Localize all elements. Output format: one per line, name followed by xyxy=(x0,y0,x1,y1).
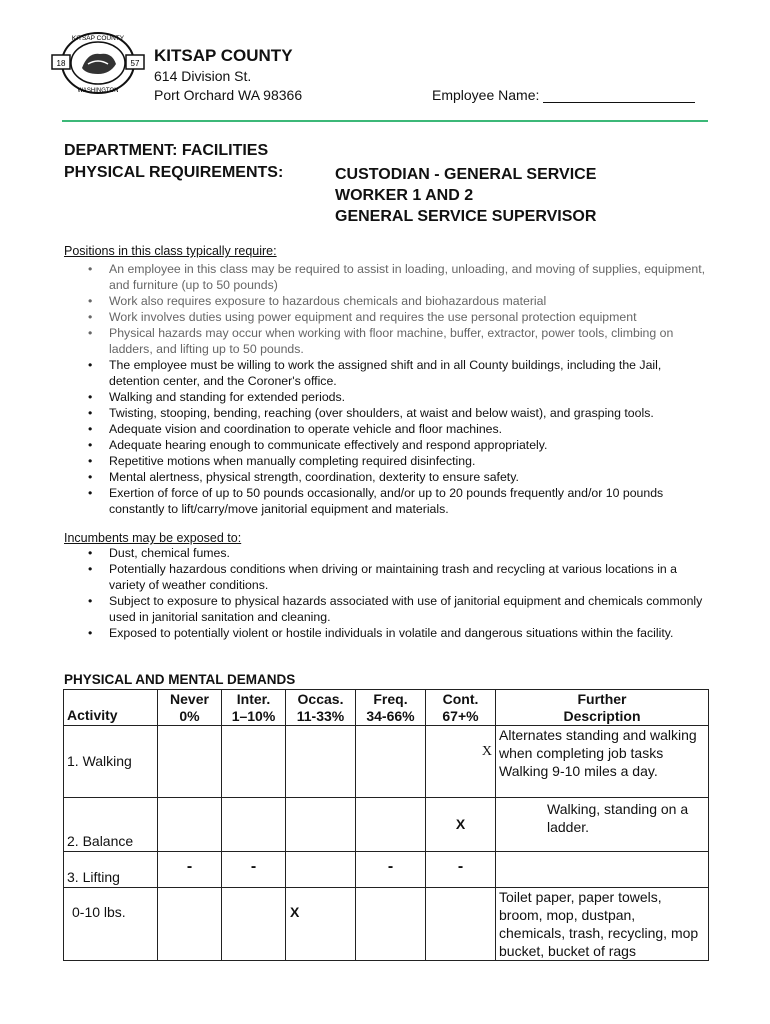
list-item: • Exposed to potentially violent or hostile individuals in volatile and dangerous situations within the facility. xyxy=(64,625,712,641)
freq-cell xyxy=(356,888,426,961)
column-header-inter: Inter. 1–10% xyxy=(222,690,286,726)
activity-cell: 2. Balance xyxy=(64,798,158,852)
description-cell: Walking, standing on a ladder. xyxy=(496,798,709,852)
seal-bottom-text: WASHINGTON xyxy=(77,88,119,94)
list-item: • Physical hazards may occur when working with floor machine, buffer, extractor, power tools, climbing on ladders, and lifting up to 50 pounds. xyxy=(64,325,712,357)
address-line-2: Port Orchard WA 98366 xyxy=(154,87,303,103)
seal-number-left: 18 xyxy=(56,59,66,68)
department-heading: DEPARTMENT: FACILITIES xyxy=(64,142,269,159)
list-item: • Repetitive motions when manually completing required disinfecting. xyxy=(64,453,712,469)
activity-cell: 1. Walking xyxy=(64,726,158,798)
job-title: CUSTODIAN - GENERAL SERVICE xyxy=(335,166,597,183)
column-header-occas: Occas. 11-33% xyxy=(286,690,356,726)
list-item: • Adequate hearing enough to communicate effectively and respond appropriately. xyxy=(64,437,712,453)
list-item: • Exertion of force of up to 50 pounds occasionally, and/or up to 20 pounds frequently and/or 10 pounds constantly to lift/carry/move janitorial equipment and materials. xyxy=(64,485,712,517)
activity-cell: 3. Lifting xyxy=(64,852,158,888)
list-item: • Walking and standing for extended periods. xyxy=(64,389,712,405)
never-cell xyxy=(158,798,222,852)
header-divider xyxy=(62,120,708,122)
list-item: • An employee in this class may be required to assist in loading, unloading, and moving of supplies, equipment, and furniture (up to 50 pounds) xyxy=(64,261,712,293)
list-item: • Work also requires exposure to hazardous chemicals and biohazardous material xyxy=(64,293,712,309)
list-item: • Potentially hazardous conditions when driving or maintaining trash and recycling at various locations in a variety of weather conditions. xyxy=(64,561,712,593)
list-item: • Mental alertness, physical strength, coordination, dexterity to ensure safety. xyxy=(64,469,712,485)
employee-name-label: Employee Name: xyxy=(432,87,540,103)
cont-cell: - xyxy=(426,852,496,888)
never-cell xyxy=(158,726,222,798)
list-item: • Adequate vision and coordination to operate vehicle and floor machines. xyxy=(64,421,712,437)
occas-cell xyxy=(286,798,356,852)
demands-heading: PHYSICAL AND MENTAL DEMANDS xyxy=(64,672,296,687)
table-row xyxy=(64,852,709,888)
description-cell: Toilet paper, paper towels, broom, mop, dustpan, chemicals, trash, recycling, mop bucket, bucket of rags xyxy=(496,888,709,961)
county-seal-logo xyxy=(50,28,146,98)
inter-cell xyxy=(222,726,286,798)
column-header-never: Never 0% xyxy=(158,690,222,726)
table-header-row xyxy=(64,690,709,726)
activity-cell: 0-10 lbs. xyxy=(64,888,158,961)
org-name: KITSAP COUNTY xyxy=(154,46,293,65)
requirements-list xyxy=(64,261,712,517)
list-item: • Work involves duties using power equipment and requires the use personal protection equipment xyxy=(64,309,712,325)
exposure-list xyxy=(64,545,712,641)
inter-cell: - xyxy=(222,852,286,888)
freq-cell xyxy=(356,798,426,852)
job-title: WORKER 1 AND 2 xyxy=(335,187,474,204)
table-row xyxy=(64,726,709,798)
demands-table xyxy=(63,689,709,961)
physical-requirements-heading: PHYSICAL REQUIREMENTS: xyxy=(64,164,284,181)
occas-cell xyxy=(286,852,356,888)
column-header-activity: Activity xyxy=(64,690,158,726)
never-cell: - xyxy=(158,852,222,888)
employee-name-field[interactable] xyxy=(432,87,695,103)
cont-cell xyxy=(426,888,496,961)
table-row xyxy=(64,888,709,961)
exposure-heading: Incumbents may be exposed to: xyxy=(64,531,242,545)
table-row xyxy=(64,798,709,852)
inter-cell xyxy=(222,888,286,961)
list-item: • Subject to exposure to physical hazards associated with use of janitorial equipment and chemicals commonly used in janitorial sanitation and cleaning. xyxy=(64,593,712,625)
cont-cell: X xyxy=(426,798,496,852)
job-title: GENERAL SERVICE SUPERVISOR xyxy=(335,208,597,225)
address-line-1: 614 Division St. xyxy=(154,68,252,84)
requirements-heading: Positions in this class typically require: xyxy=(64,244,277,258)
occas-cell xyxy=(286,726,356,798)
never-cell xyxy=(158,888,222,961)
column-header-cont: Cont. 67+% xyxy=(426,690,496,726)
description-cell xyxy=(496,852,709,888)
seal-number-right: 57 xyxy=(130,59,140,68)
employee-name-blank[interactable] xyxy=(543,88,695,103)
job-titles xyxy=(335,164,596,227)
occas-cell: X xyxy=(286,888,356,961)
list-item: • Dust, chemical fumes. xyxy=(64,545,712,561)
list-item: • Twisting, stooping, bending, reaching (over shoulders, at waist and below waist), and grasping tools. xyxy=(64,405,712,421)
description-cell: Alternates standing and walking when completing job tasks Walking 9-10 miles a day. xyxy=(496,726,709,798)
freq-cell xyxy=(356,726,426,798)
column-header-freq: Freq. 34-66% xyxy=(356,690,426,726)
cont-cell: X xyxy=(426,726,496,798)
inter-cell xyxy=(222,798,286,852)
freq-cell: - xyxy=(356,852,426,888)
list-item: • The employee must be willing to work the assigned shift and in all County buildings, including the Jail, detention center, and the Coroner's office. xyxy=(64,357,712,389)
seal-top-text: KITSAP COUNTY xyxy=(71,35,125,42)
column-header-description: Further Description xyxy=(496,690,709,726)
